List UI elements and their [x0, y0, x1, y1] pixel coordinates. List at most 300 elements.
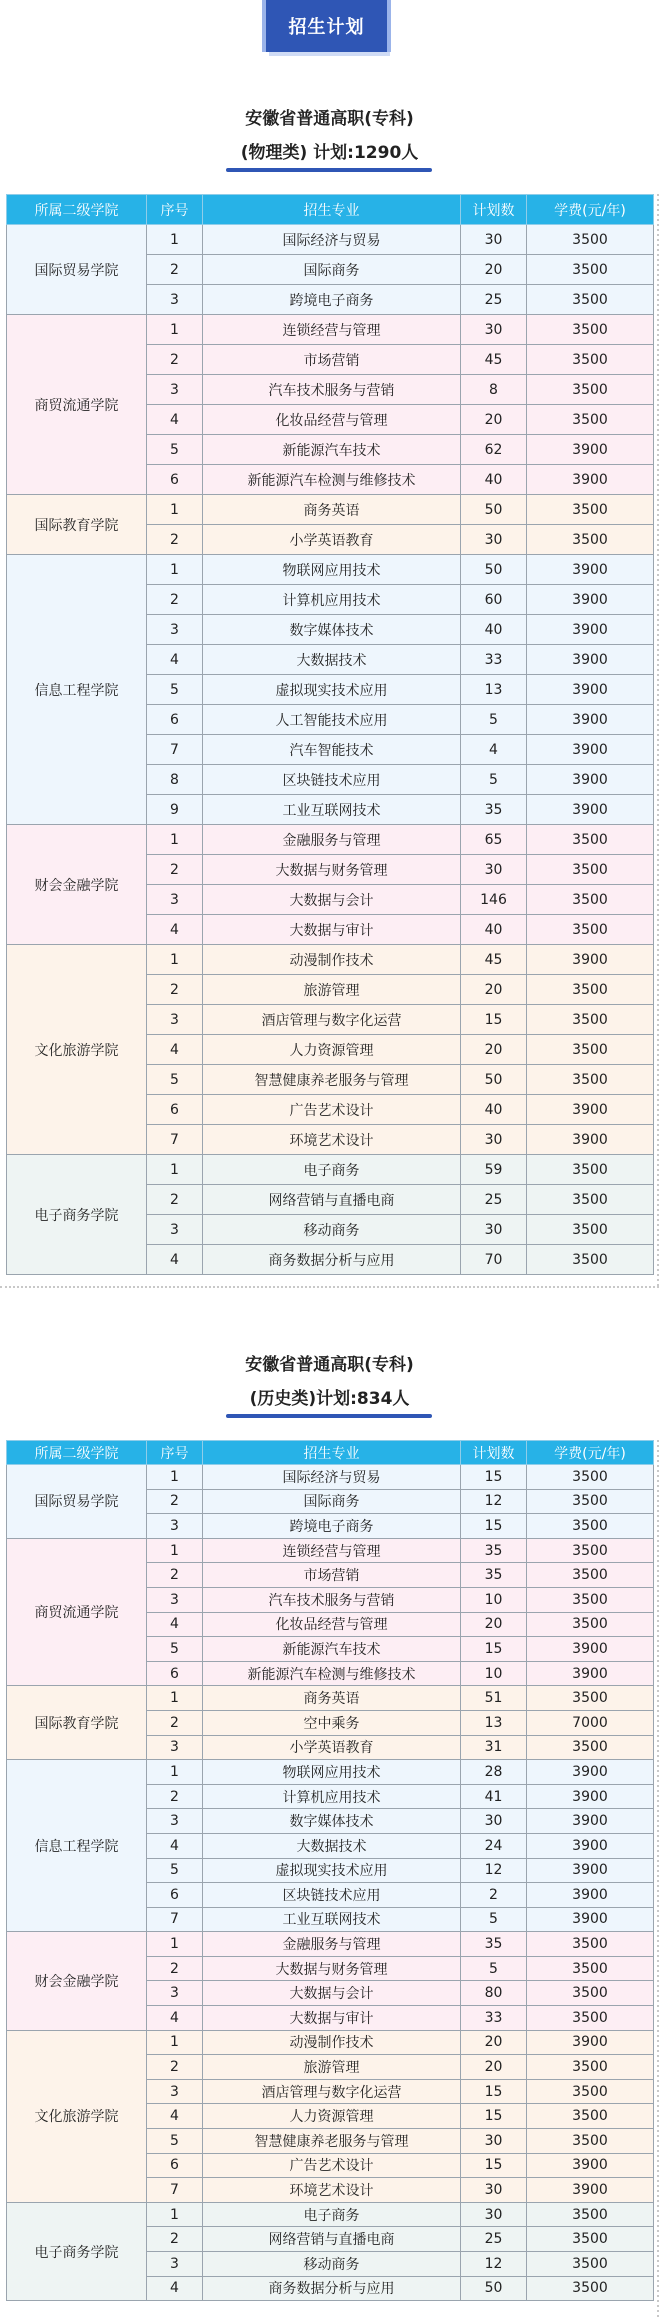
index-cell: 2	[147, 1956, 203, 1981]
tuition-cell: 3500	[527, 1612, 654, 1637]
section-1-title-line2: (物理类) 计划:1290人	[240, 143, 419, 163]
index-cell: 6	[147, 465, 203, 495]
section-2-table	[6, 1440, 654, 2301]
index-cell: 2	[147, 855, 203, 885]
major-cell: 广告艺术设计	[203, 2153, 461, 2178]
index-cell: 6	[147, 2153, 203, 2178]
plan-count-cell: 24	[461, 1833, 527, 1858]
plan-count-cell: 15	[461, 2153, 527, 2178]
tuition-cell: 3900	[527, 2153, 654, 2178]
plan-count-cell: 50	[461, 495, 527, 525]
major-cell: 工业互联网技术	[203, 1907, 461, 1932]
index-cell: 7	[147, 1907, 203, 1932]
index-cell: 7	[147, 1125, 203, 1155]
major-cell: 商务英语	[203, 1686, 461, 1711]
tuition-cell: 3500	[527, 525, 654, 555]
index-cell: 4	[147, 2006, 203, 2031]
major-cell: 工业互联网技术	[203, 795, 461, 825]
index-cell: 3	[147, 375, 203, 405]
plan-count-cell: 35	[461, 1932, 527, 1957]
college-cell: 财会金融学院	[7, 825, 147, 945]
college-cell: 商贸流通学院	[7, 315, 147, 495]
tuition-cell: 3500	[527, 855, 654, 885]
plan-count-cell: 50	[461, 1065, 527, 1095]
plan-count-cell: 65	[461, 825, 527, 855]
plan-count-cell: 15	[461, 1637, 527, 1662]
index-cell: 4	[147, 1035, 203, 1065]
title-shadow	[269, 52, 390, 56]
index-cell: 1	[147, 495, 203, 525]
section-1-table	[6, 194, 654, 1275]
tuition-cell: 3900	[527, 1760, 654, 1785]
tuition-cell: 3500	[527, 1215, 654, 1245]
tuition-cell: 3500	[527, 2006, 654, 2031]
college-cell: 国际教育学院	[7, 495, 147, 555]
tuition-cell: 3500	[527, 315, 654, 345]
major-cell: 国际经济与贸易	[203, 225, 461, 255]
major-cell: 新能源汽车技术	[203, 1637, 461, 1662]
major-cell: 连锁经营与管理	[203, 1538, 461, 1563]
tuition-cell: 3900	[527, 1637, 654, 1662]
tuition-cell: 7000	[527, 1710, 654, 1735]
college-cell: 信息工程学院	[7, 1760, 147, 1932]
tuition-cell: 3500	[527, 1735, 654, 1760]
major-cell: 计算机应用技术	[203, 1784, 461, 1809]
tuition-cell: 3500	[527, 255, 654, 285]
tuition-cell: 3500	[527, 495, 654, 525]
major-cell: 空中乘务	[203, 1710, 461, 1735]
major-cell: 商务数据分析与应用	[203, 1245, 461, 1275]
tuition-cell: 3900	[527, 645, 654, 675]
table-row	[7, 825, 654, 855]
index-cell: 2	[147, 1185, 203, 1215]
plan-count-cell: 40	[461, 465, 527, 495]
index-cell: 4	[147, 2276, 203, 2301]
college-cell: 财会金融学院	[7, 1932, 147, 2030]
plan-count-cell: 62	[461, 435, 527, 465]
plan-count-cell: 20	[461, 1035, 527, 1065]
plan-count-cell: 20	[461, 1612, 527, 1637]
plan-count-cell: 70	[461, 1245, 527, 1275]
tuition-cell: 3900	[527, 465, 654, 495]
tuition-cell: 3500	[527, 345, 654, 375]
index-cell: 7	[147, 735, 203, 765]
index-cell: 5	[147, 435, 203, 465]
major-cell: 虚拟现实技术应用	[203, 1858, 461, 1883]
section-1-underline	[226, 168, 432, 172]
tuition-cell: 3500	[527, 915, 654, 945]
index-cell: 2	[147, 1710, 203, 1735]
tuition-cell: 3900	[527, 2030, 654, 2055]
major-cell: 新能源汽车检测与维修技术	[203, 1661, 461, 1686]
plan-count-cell: 33	[461, 2006, 527, 2031]
tuition-cell: 3500	[527, 975, 654, 1005]
index-cell: 5	[147, 2129, 203, 2154]
major-cell: 数字媒体技术	[203, 1809, 461, 1834]
tuition-cell: 3500	[527, 2202, 654, 2227]
index-cell: 2	[147, 345, 203, 375]
tuition-cell: 3500	[527, 2055, 654, 2080]
tuition-cell: 3500	[527, 1981, 654, 2006]
index-cell: 7	[147, 2178, 203, 2203]
plan-count-cell: 50	[461, 555, 527, 585]
plan-count-cell: 80	[461, 1981, 527, 2006]
major-cell: 电子商务	[203, 2202, 461, 2227]
tuition-cell: 3900	[527, 555, 654, 585]
plan-count-cell: 35	[461, 1563, 527, 1588]
tuition-cell: 3900	[527, 615, 654, 645]
tuition-cell: 3500	[527, 1465, 654, 1490]
table-row	[7, 1686, 654, 1711]
major-cell: 酒店管理与数字化运营	[203, 1005, 461, 1035]
major-cell: 大数据与会计	[203, 1981, 461, 2006]
tuition-cell: 3500	[527, 1686, 654, 1711]
plan-count-cell: 35	[461, 1538, 527, 1563]
column-header: 学费(元/年)	[527, 195, 654, 225]
plan-count-cell: 20	[461, 2055, 527, 2080]
index-cell: 6	[147, 1095, 203, 1125]
tuition-cell: 3500	[527, 375, 654, 405]
index-cell: 3	[147, 1587, 203, 1612]
tuition-cell: 3900	[527, 1907, 654, 1932]
index-cell: 1	[147, 1686, 203, 1711]
major-cell: 网络营销与直播电商	[203, 2227, 461, 2252]
index-cell: 1	[147, 2030, 203, 2055]
plan-count-cell: 59	[461, 1155, 527, 1185]
plan-count-cell: 20	[461, 255, 527, 285]
index-cell: 2	[147, 1784, 203, 1809]
tuition-cell: 3500	[527, 285, 654, 315]
index-cell: 4	[147, 2104, 203, 2129]
plan-count-cell: 15	[461, 2079, 527, 2104]
tuition-cell: 3500	[527, 2276, 654, 2301]
tuition-cell: 3500	[527, 2227, 654, 2252]
table-row	[7, 2030, 654, 2055]
index-cell: 3	[147, 1514, 203, 1539]
plan-count-cell: 12	[461, 1858, 527, 1883]
plan-count-cell: 45	[461, 345, 527, 375]
major-cell: 区块链技术应用	[203, 765, 461, 795]
major-cell: 酒店管理与数字化运营	[203, 2079, 461, 2104]
plan-count-cell: 20	[461, 2030, 527, 2055]
major-cell: 动漫制作技术	[203, 2030, 461, 2055]
major-cell: 金融服务与管理	[203, 825, 461, 855]
plan-count-cell: 30	[461, 315, 527, 345]
plan-count-cell: 12	[461, 1489, 527, 1514]
index-cell: 1	[147, 2202, 203, 2227]
column-header: 计划数	[461, 195, 527, 225]
plan-count-cell: 35	[461, 795, 527, 825]
college-cell: 文化旅游学院	[7, 945, 147, 1155]
tuition-cell: 3900	[527, 1833, 654, 1858]
tuition-cell: 3900	[527, 1125, 654, 1155]
major-cell: 网络营销与直播电商	[203, 1185, 461, 1215]
major-cell: 新能源汽车检测与维修技术	[203, 465, 461, 495]
college-cell: 国际教育学院	[7, 1686, 147, 1760]
plan-count-cell: 15	[461, 2104, 527, 2129]
index-cell: 1	[147, 1932, 203, 1957]
major-cell: 金融服务与管理	[203, 1932, 461, 1957]
major-cell: 汽车技术服务与营销	[203, 1587, 461, 1612]
major-cell: 物联网应用技术	[203, 1760, 461, 1785]
major-cell: 大数据与审计	[203, 915, 461, 945]
index-cell: 3	[147, 2079, 203, 2104]
tuition-cell: 3500	[527, 1185, 654, 1215]
table-row	[7, 1155, 654, 1185]
major-cell: 智慧健康养老服务与管理	[203, 2129, 461, 2154]
plan-count-cell: 5	[461, 1907, 527, 1932]
major-cell: 广告艺术设计	[203, 1095, 461, 1125]
tuition-cell: 3500	[527, 1587, 654, 1612]
plan-count-cell: 28	[461, 1760, 527, 1785]
table-row	[7, 2202, 654, 2227]
index-cell: 4	[147, 645, 203, 675]
table-row	[7, 225, 654, 255]
index-cell: 8	[147, 765, 203, 795]
major-cell: 智慧健康养老服务与管理	[203, 1065, 461, 1095]
index-cell: 4	[147, 1833, 203, 1858]
column-header: 所属二级学院	[7, 1441, 147, 1465]
index-cell: 4	[147, 1612, 203, 1637]
plan-count-cell: 30	[461, 1809, 527, 1834]
table-row	[7, 1760, 654, 1785]
index-cell: 1	[147, 1155, 203, 1185]
index-cell: 1	[147, 555, 203, 585]
tuition-cell: 3500	[527, 1932, 654, 1957]
major-cell: 国际商务	[203, 1489, 461, 1514]
college-cell: 信息工程学院	[7, 555, 147, 825]
column-header: 序号	[147, 195, 203, 225]
plan-count-cell: 8	[461, 375, 527, 405]
major-cell: 汽车技术服务与营销	[203, 375, 461, 405]
plan-count-cell: 30	[461, 1215, 527, 1245]
index-cell: 1	[147, 1465, 203, 1490]
index-cell: 4	[147, 915, 203, 945]
plan-count-cell: 25	[461, 2227, 527, 2252]
section-1-title-line1: 安徽省普通高职(专科)	[245, 109, 414, 129]
table-header-row	[7, 195, 654, 225]
index-cell: 4	[147, 1245, 203, 1275]
tuition-cell: 3500	[527, 1514, 654, 1539]
major-cell: 环境艺术设计	[203, 1125, 461, 1155]
plan-count-cell: 30	[461, 855, 527, 885]
major-cell: 人工智能技术应用	[203, 705, 461, 735]
plan-count-cell: 10	[461, 1661, 527, 1686]
plan-count-cell: 30	[461, 525, 527, 555]
college-cell: 文化旅游学院	[7, 2030, 147, 2202]
plan-count-cell: 15	[461, 1465, 527, 1490]
major-cell: 化妆品经营与管理	[203, 1612, 461, 1637]
tuition-cell: 3900	[527, 1661, 654, 1686]
major-cell: 市场营销	[203, 1563, 461, 1588]
tuition-cell: 3500	[527, 885, 654, 915]
table-row	[7, 945, 654, 975]
index-cell: 2	[147, 525, 203, 555]
major-cell: 跨境电子商务	[203, 1514, 461, 1539]
plan-count-cell: 5	[461, 705, 527, 735]
major-cell: 商务数据分析与应用	[203, 2276, 461, 2301]
college-cell: 电子商务学院	[7, 2202, 147, 2300]
tuition-cell: 3500	[527, 1005, 654, 1035]
column-header: 计划数	[461, 1441, 527, 1465]
plan-count-cell: 12	[461, 2252, 527, 2277]
section-2-title-line1: 安徽省普通高职(专科)	[245, 1355, 414, 1375]
major-cell: 电子商务	[203, 1155, 461, 1185]
index-cell: 2	[147, 585, 203, 615]
tuition-cell: 3900	[527, 1858, 654, 1883]
plan-count-cell: 2	[461, 1883, 527, 1908]
plan-count-cell: 51	[461, 1686, 527, 1711]
index-cell: 6	[147, 1661, 203, 1686]
major-cell: 大数据与财务管理	[203, 855, 461, 885]
plan-count-cell: 41	[461, 1784, 527, 1809]
index-cell: 1	[147, 1538, 203, 1563]
plan-count-cell: 33	[461, 645, 527, 675]
index-cell: 5	[147, 1065, 203, 1095]
index-cell: 1	[147, 1760, 203, 1785]
index-cell: 2	[147, 1489, 203, 1514]
plan-count-cell: 45	[461, 945, 527, 975]
major-cell: 计算机应用技术	[203, 585, 461, 615]
college-cell: 国际贸易学院	[7, 1465, 147, 1539]
index-cell: 5	[147, 1858, 203, 1883]
section-2-title-line2: (历史类)计划:834人	[249, 1389, 410, 1409]
major-cell: 大数据与财务管理	[203, 1956, 461, 1981]
table-row	[7, 1465, 654, 1490]
index-cell: 3	[147, 285, 203, 315]
major-cell: 数字媒体技术	[203, 615, 461, 645]
plan-count-cell: 60	[461, 585, 527, 615]
plan-count-cell: 40	[461, 1095, 527, 1125]
column-header: 招生专业	[203, 1441, 461, 1465]
column-header: 序号	[147, 1441, 203, 1465]
tuition-cell: 3900	[527, 795, 654, 825]
plan-count-cell: 30	[461, 1125, 527, 1155]
tuition-cell: 3500	[527, 825, 654, 855]
plan-count-cell: 20	[461, 405, 527, 435]
index-cell: 1	[147, 945, 203, 975]
index-cell: 3	[147, 1005, 203, 1035]
tuition-cell: 3500	[527, 2079, 654, 2104]
plan-count-cell: 15	[461, 1514, 527, 1539]
major-cell: 国际商务	[203, 255, 461, 285]
index-cell: 5	[147, 1637, 203, 1662]
tuition-cell: 3900	[527, 945, 654, 975]
major-cell: 环境艺术设计	[203, 2178, 461, 2203]
index-cell: 1	[147, 225, 203, 255]
tuition-cell: 3900	[527, 1883, 654, 1908]
tuition-cell: 3500	[527, 2129, 654, 2154]
plan-count-cell: 30	[461, 225, 527, 255]
tuition-cell: 3500	[527, 1489, 654, 1514]
index-cell: 3	[147, 2252, 203, 2277]
major-cell: 人力资源管理	[203, 2104, 461, 2129]
major-cell: 动漫制作技术	[203, 945, 461, 975]
section-2-underline	[226, 1414, 432, 1418]
tuition-cell: 3900	[527, 2178, 654, 2203]
plan-count-cell: 5	[461, 1956, 527, 1981]
major-cell: 大数据技术	[203, 1833, 461, 1858]
college-cell: 商贸流通学院	[7, 1538, 147, 1686]
table-header-row	[7, 1441, 654, 1465]
tuition-cell: 3900	[527, 1784, 654, 1809]
index-cell: 2	[147, 2227, 203, 2252]
major-cell: 移动商务	[203, 2252, 461, 2277]
major-cell: 新能源汽车技术	[203, 435, 461, 465]
major-cell: 区块链技术应用	[203, 1883, 461, 1908]
plan-count-cell: 30	[461, 2202, 527, 2227]
page-title: 招生计划	[266, 0, 387, 52]
major-cell: 商务英语	[203, 495, 461, 525]
tuition-cell: 3500	[527, 1538, 654, 1563]
major-cell: 大数据与会计	[203, 885, 461, 915]
tuition-cell: 3500	[527, 225, 654, 255]
index-cell: 3	[147, 885, 203, 915]
plan-count-cell: 15	[461, 1005, 527, 1035]
index-cell: 3	[147, 615, 203, 645]
tuition-cell: 3500	[527, 1245, 654, 1275]
column-header: 所属二级学院	[7, 195, 147, 225]
index-cell: 1	[147, 825, 203, 855]
plan-count-cell: 4	[461, 735, 527, 765]
plan-count-cell: 146	[461, 885, 527, 915]
table-row	[7, 555, 654, 585]
plan-count-cell: 5	[461, 765, 527, 795]
tuition-cell: 3900	[527, 765, 654, 795]
major-cell: 旅游管理	[203, 2055, 461, 2080]
plan-count-cell: 40	[461, 915, 527, 945]
college-cell: 国际贸易学院	[7, 225, 147, 315]
table-row	[7, 315, 654, 345]
table-row	[7, 495, 654, 525]
column-header: 招生专业	[203, 195, 461, 225]
plan-count-cell: 25	[461, 1185, 527, 1215]
index-cell: 3	[147, 1981, 203, 2006]
plan-count-cell: 50	[461, 2276, 527, 2301]
index-cell: 2	[147, 2055, 203, 2080]
tuition-cell: 3500	[527, 1563, 654, 1588]
index-cell: 4	[147, 405, 203, 435]
major-cell: 虚拟现实技术应用	[203, 675, 461, 705]
college-cell: 电子商务学院	[7, 1155, 147, 1275]
major-cell: 小学英语教育	[203, 525, 461, 555]
divider	[0, 1286, 659, 1288]
major-cell: 旅游管理	[203, 975, 461, 1005]
plan-count-cell: 13	[461, 675, 527, 705]
tuition-cell: 3900	[527, 1095, 654, 1125]
index-cell: 3	[147, 1215, 203, 1245]
index-cell: 9	[147, 795, 203, 825]
tuition-cell: 3500	[527, 1035, 654, 1065]
table-row	[7, 1538, 654, 1563]
tuition-cell: 3500	[527, 1155, 654, 1185]
tuition-cell: 3900	[527, 735, 654, 765]
header	[0, 0, 659, 60]
tuition-cell: 3900	[527, 705, 654, 735]
index-cell: 6	[147, 1883, 203, 1908]
major-cell: 国际经济与贸易	[203, 1465, 461, 1490]
major-cell: 连锁经营与管理	[203, 315, 461, 345]
table-row	[7, 1932, 654, 1957]
major-cell: 市场营销	[203, 345, 461, 375]
plan-count-cell: 30	[461, 2178, 527, 2203]
major-cell: 大数据技术	[203, 645, 461, 675]
major-cell: 移动商务	[203, 1215, 461, 1245]
tuition-cell: 3900	[527, 675, 654, 705]
tuition-cell: 3900	[527, 435, 654, 465]
tuition-cell: 3900	[527, 1809, 654, 1834]
plan-count-cell: 10	[461, 1587, 527, 1612]
